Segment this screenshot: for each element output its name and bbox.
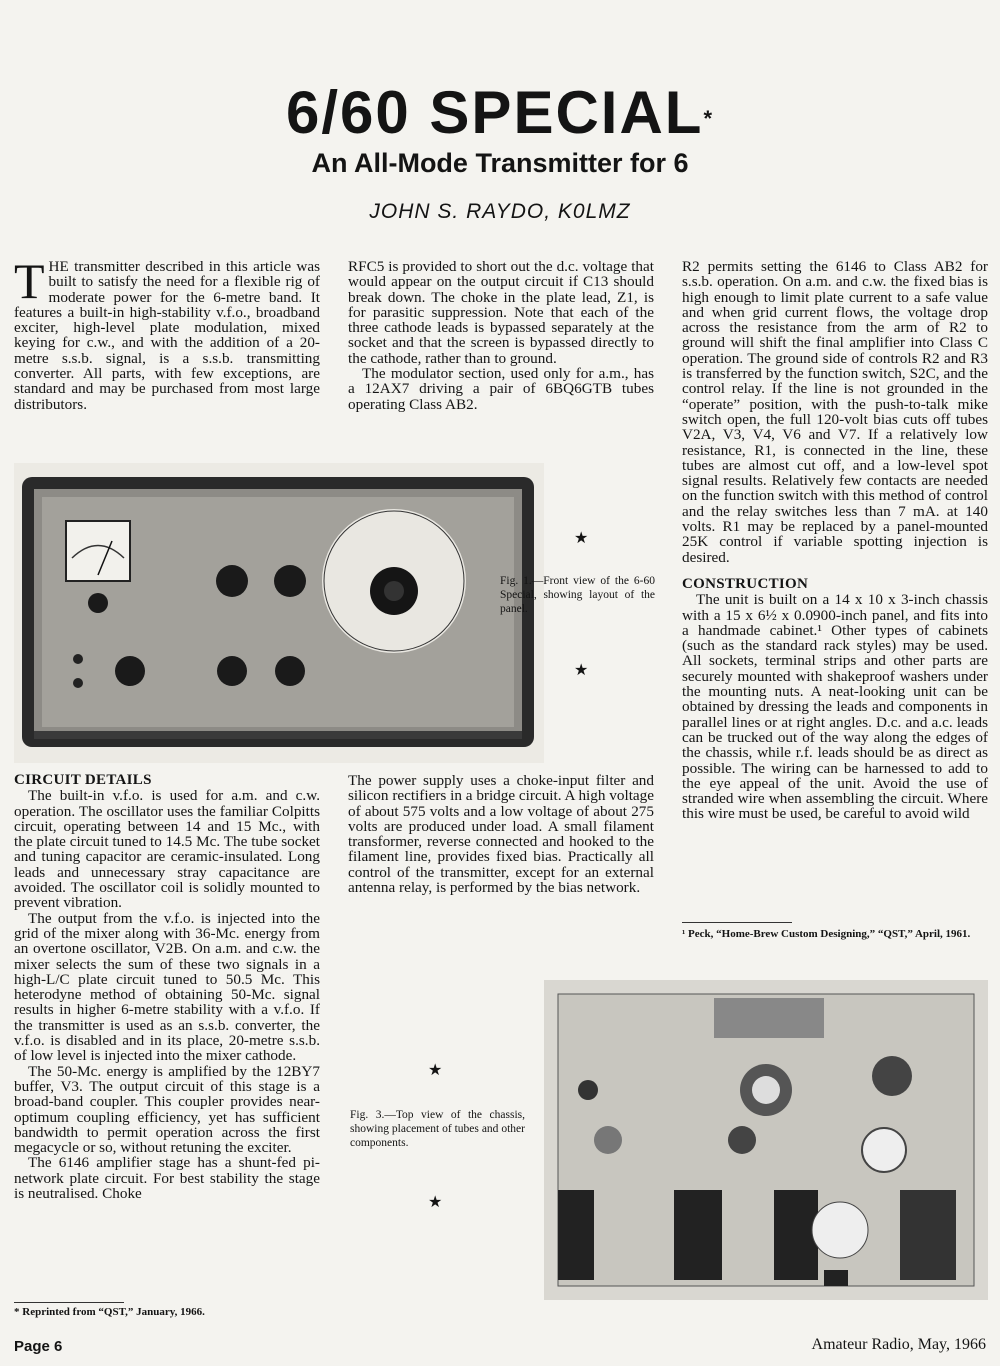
paragraph: RFC5 is provided to short out the d.c. voltage that would appear on the output circuit if C13 should break down. The choke in the plate lead, Z1, is for parasitic suppression. Note that each of the three cathode leads is bypassed separately at the socket and that the screen is bypassed directly to the cathode, rather than to ground. <box>348 258 654 367</box>
drop-cap: T <box>14 253 45 309</box>
page-number: Page 6 <box>14 1338 63 1355</box>
fig3-photo <box>544 980 988 1300</box>
footnote-left: * Reprinted from “QST,” January, 1966. <box>14 1306 205 1318</box>
circuit-heading: CIRCUIT DETAILS <box>14 772 152 788</box>
decorative-star-icon: ★ <box>574 530 589 547</box>
article-title: 6/60 SPECIAL* <box>285 79 715 146</box>
power-supply-paragraph <box>348 773 654 895</box>
paragraph: The unit is built on a 14 x 10 x 3-inch chassis with a 15 x 6½ x 0.0900-inch panel, and fits into a handmade cabinet.¹ Other types of cabinets (such as the standard rack styles) may be used. All sockets, terminal strips and other parts are securely mounted with shakeproof washers under the mounting nuts. A neat-looking unit can be obtained by dressing the leads and components in parallel lines or at right angles. D.c. and a.c. leads can be trucked out of the way along the edges of the chassis, while r.f. leads should be as direct as possible. The wiring can be harnessed to add to the eye appeal of the unit. Avoid the use of stranded wire when assembling the circuit. Where this wire must be used, be careful to avoid wild <box>682 591 988 823</box>
footnote-right: ¹ Peck, “Home-Brew Custom Designing,” “QST,” April, 1961. <box>682 928 971 940</box>
circuit-details <box>14 773 320 1201</box>
fig1-photo <box>14 463 544 763</box>
chassis-top-illustration <box>544 980 988 1300</box>
intro-paragraph: THE transmitter described in this article was built to satisfy the need for a flexible rig of moderate power for the 6-metre band. It features a built-in high-stability v.f.o., broadband exciter, high-level plate modulation, mixed keying for c.w., and with the addition of a 20-metre s.s.b. signal, is a s.s.b. transmitting converter. All parts, with few exceptions, are standard and may be purchased from most large distributors. <box>14 253 320 413</box>
column-3 <box>682 259 988 822</box>
fig1-caption: Fig. 1.—Front view of the 6-60 Special, showing layout of the panel. <box>500 575 655 615</box>
magazine-footer: Amateur Radio, May, 1966 <box>811 1336 986 1353</box>
transmitter-front-illustration <box>14 463 544 763</box>
paragraph: The built-in v.f.o. is used for a.m. and c.w. operation. The oscillator uses the familiar Colpitts circuit, operating between 14 and 15 Mc., with the plate circuit tuned to 14.5 Mc. The tube socket and tuning capacitor are ceramic-insulated. Long leads and unnecessary stray capacitance are avoided. The oscillator coil is solidly mounted to prevent vibration. <box>14 787 320 912</box>
paragraph: The 6146 amplifier stage has a shunt-fed pi-network plate circuit. For best stability the stage is neutralised. Choke <box>14 1154 320 1203</box>
construction-heading: CONSTRUCTION <box>682 575 809 592</box>
footnote-divider <box>14 1302 124 1303</box>
decorative-star-icon: ★ <box>574 662 589 679</box>
paragraph: The power supply uses a choke-input filter and silicon rectifiers in a bridge circuit. A high voltage of about 575 volts and a low voltage of about 275 volts are produced under load. A small filament transformer, reverse connected and hooked to the filament line, provides fixed bias. Practically all control of the transmitter, except for an external antenna relay, is performed by the bias network. <box>348 772 654 897</box>
decorative-star-icon: ★ <box>428 1062 443 1079</box>
decorative-star-icon: ★ <box>428 1194 443 1211</box>
paragraph: The modulator section, used only for a.m., has a 12AX7 driving a pair of 6BQ6GTB tubes operating Class AB2. <box>348 365 654 413</box>
fig3-caption: Fig. 3.—Top view of the chassis, showing placement of tubes and other components. <box>350 1109 525 1149</box>
footnote-divider <box>682 922 792 923</box>
paragraph: The output from the v.f.o. is injected into the grid of the mixer along with 36-Mc. energy from an overtone oscillator, V2B. On a.m. and c.w. the mixer selects the sum of these two signals in a high-L/C plate circuit tuned to 50.5 Mc. This heterodyne method of obtaining 50-Mc. signal results in higher 6-metre stability with a v.f.o. If the transmitter is used as an s.s.b. converter, the v.f.o. is disabled and in its place, 20-metre s.s.b. of low level is injected into the mixer cathode. <box>14 909 320 1065</box>
article-subtitle: An All-Mode Transmitter for 6 <box>311 148 689 178</box>
paragraph: The 50-Mc. energy is amplified by the 12BY7 buffer, V3. The output circuit of this stage is a broad-band coupler. This coupler provides near-optimum coupling efficiency, yet has sufficient bandwidth to permit operation across the first megacycle or so, without retuning the exciter. <box>14 1062 320 1157</box>
paragraph: R2 permits setting the 6146 to Class AB2 for s.s.b. operation. On a.m. and c.w. the fixed bias is high enough to limit plate current to a safe value and when grid current flows, the voltage drop across the resistance from the arm of R2 to ground will shift the final amplifier into Class C operation. The ground side of controls R2 and R3 is transferred by the function switch, S2C, and the control relay. If the line is not grounded in the “operate” position, with the push-to-talk mike switch open, the full 120-volt bias cuts off tubes V2A, V3, V4, V6 and V7. If a relatively low resistance, R1, is connected in the line, these tubes are almost cut off, and a low-level spot signal results. Relatively few contacts are needed on the function switch with this method of control and the relay switches less than 7 mA. at 140 volts. R1 may be replaced by a panel-mounted 25K control if variable spotting injection is desired. <box>682 258 988 566</box>
author-byline: JOHN S. RAYDO, K0LMZ <box>369 200 631 223</box>
column-2-top <box>348 259 654 412</box>
